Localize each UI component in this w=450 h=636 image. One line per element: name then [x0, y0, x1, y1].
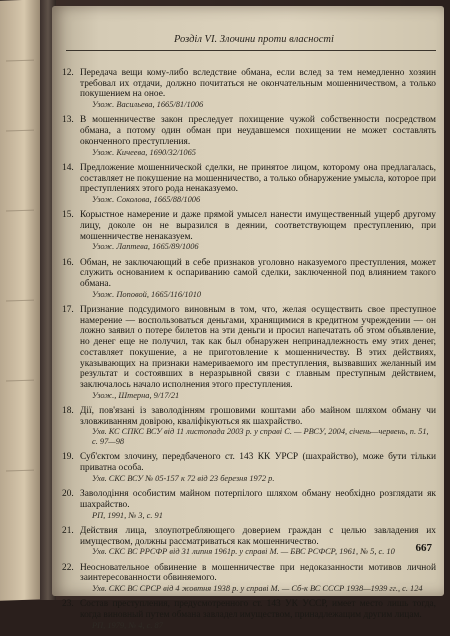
entry — [62, 563, 436, 594]
entry-number: 23. — [62, 599, 74, 610]
entry-text: Предложение мошеннической сделки, не принятое лицом, которому она предлагалась, составляет не покушение на мошенничество, а только обнаружение умысла, которое при преступлениях этого рода ненаказуемо. — [80, 162, 436, 195]
book-page — [52, 6, 444, 630]
entry — [62, 68, 436, 110]
running-header — [66, 34, 436, 51]
entry — [62, 406, 436, 447]
entry — [62, 258, 436, 300]
entry-text: Неосновательное обвинение в мошенничестве при недоказанности мотивов личной заинтересованности обвиняемого. — [80, 562, 436, 584]
entry-source: Узож. Соколова, 1665/88/1006 — [92, 194, 201, 204]
entry-source: Узож. Поповой, 1665/116/1010 — [92, 289, 202, 299]
entry — [62, 452, 436, 483]
entry-source: Ухв. СКС ВС СРСР від 4 жовтня 1938 р. у справі М. — Сб-к ВС СССР 1938—1939 гг., с. 124 — [92, 583, 423, 593]
entry-text: Корыстное намерение и даже прямой умысел нанести имущественный ущерб другому лицу, доколе он не выразился в деянии, соответствующем преступлению, при мошенничестве ненаказуем. — [80, 210, 436, 242]
entry-number: 13. — [62, 115, 74, 126]
header-title: Розділ VI. Злочини проти власності — [174, 34, 334, 45]
entry-number: 21. — [62, 525, 74, 536]
entry-number: 16. — [62, 257, 74, 268]
entry-text: Действия лица, злоупотребляющего доверием граждан с целью завладения их имуществом, должны рассматриваться как мошенничество. — [80, 525, 436, 547]
entry-text: Состав преступления, предусмотренного ст. 143 УК УССР, имеет место лишь тогда, когда виновный путем обмана завладел имуществом, принадлежащим другим лицам. — [80, 599, 436, 620]
entry-number: 17. — [62, 305, 74, 316]
entry-text: Обман, не заключающий в себе признаков уголовно наказуемого преступления, может служить основанием к оспариванию самой сделки, заключенной под влиянием такого обмана. — [80, 257, 436, 290]
entry-text: Признание подсудимого виновным в том, что, желая осуществить свое преступное намерение — воспользоваться деньгами, хранящимися в кредитном учреждении — он ложно заявил о потере билетов на эти деньги и просил напечатать об этом объявление, но денег еще не получил, так как был обнаружен непринадлежность ему этих денег, составляет покушение, а не приготовление к мошенничеству. В этих действиях, указывающих на признаки намериваемого им преступления, вызвавших желанный им результат и состоявших в неразрывной связи с главным преступным действием, заключалось начало исполнения этого преступления. — [80, 305, 436, 390]
entry-source: Ухв. КС СПКС ВСУ від 11 листопада 2003 р. у справі С. — РВСУ, 2004, січень—червень, п. 51, с. 97—98 — [92, 427, 429, 447]
entry-source: Узож., Штерна, 9/17/21 — [92, 390, 180, 400]
page-number: 667 — [415, 542, 432, 554]
entry-text: В мошенничестве закон преследует похищение чужой собственности посредством обмана, а потому один обман при неудавшемся похищении не может составлять оконченного преступления. — [80, 115, 436, 147]
entry-number: 18. — [62, 405, 74, 416]
entry-source: РП, 1979, № 4, с. 87 — [92, 620, 163, 630]
entry-text: Передача вещи кому-либо вследствие обмана, если вслед за тем немедленно хозяин требовал их отдачи, должно почитаться не окончательным мошенничеством, а только покушением на оное. — [80, 68, 436, 100]
entry-source: Узож. Кичеева, 1690/32/1065 — [92, 147, 196, 157]
entry-number: 14. — [62, 162, 74, 173]
entry-number: 12. — [62, 68, 74, 78]
entry-number: 15. — [62, 210, 74, 221]
entry — [62, 115, 436, 157]
page-content — [62, 68, 436, 636]
entry-source: Узож. Васильева, 1665/81/1006 — [92, 100, 204, 110]
entry-source: Ухв. СКС ВС РРСФР від 31 липня 1961р. у справі М. — БВС РСФСР, 1961, № 5, с. 10 — [92, 547, 395, 557]
entry — [62, 210, 436, 252]
entry — [62, 305, 436, 400]
entry — [62, 489, 436, 520]
entry — [62, 599, 436, 630]
entry-number: 22. — [62, 562, 74, 573]
left-page-edge — [0, 0, 44, 601]
entry-text: Заволодіння особистим майном потерпілого шляхом обману необхідно розглядати як шахрайство. — [80, 489, 436, 510]
entry — [62, 163, 436, 205]
entry-source: Ухв. СКС ВСУ № 05-157 к 72 від 23 березня 1972 р. — [92, 473, 275, 483]
entry-source: РП, 1991, № 3, с. 91 — [92, 510, 163, 520]
entry-text: Дії, пов'язані із заволодінням грошовими коштами або майном шляхом обману чи зловживанням довірою, кваліфікуються як шахрайство. — [80, 405, 436, 427]
entry-number: 19. — [62, 452, 74, 463]
entry-source: Узож. Лаптева, 1665/89/1006 — [92, 242, 199, 252]
entry — [62, 526, 436, 557]
entry-number: 20. — [62, 489, 74, 500]
entry-text: Суб'єктом злочину, передбаченого ст. 143 КК УРСР (шахрайство), може бути тільки приватна особа. — [80, 452, 436, 474]
